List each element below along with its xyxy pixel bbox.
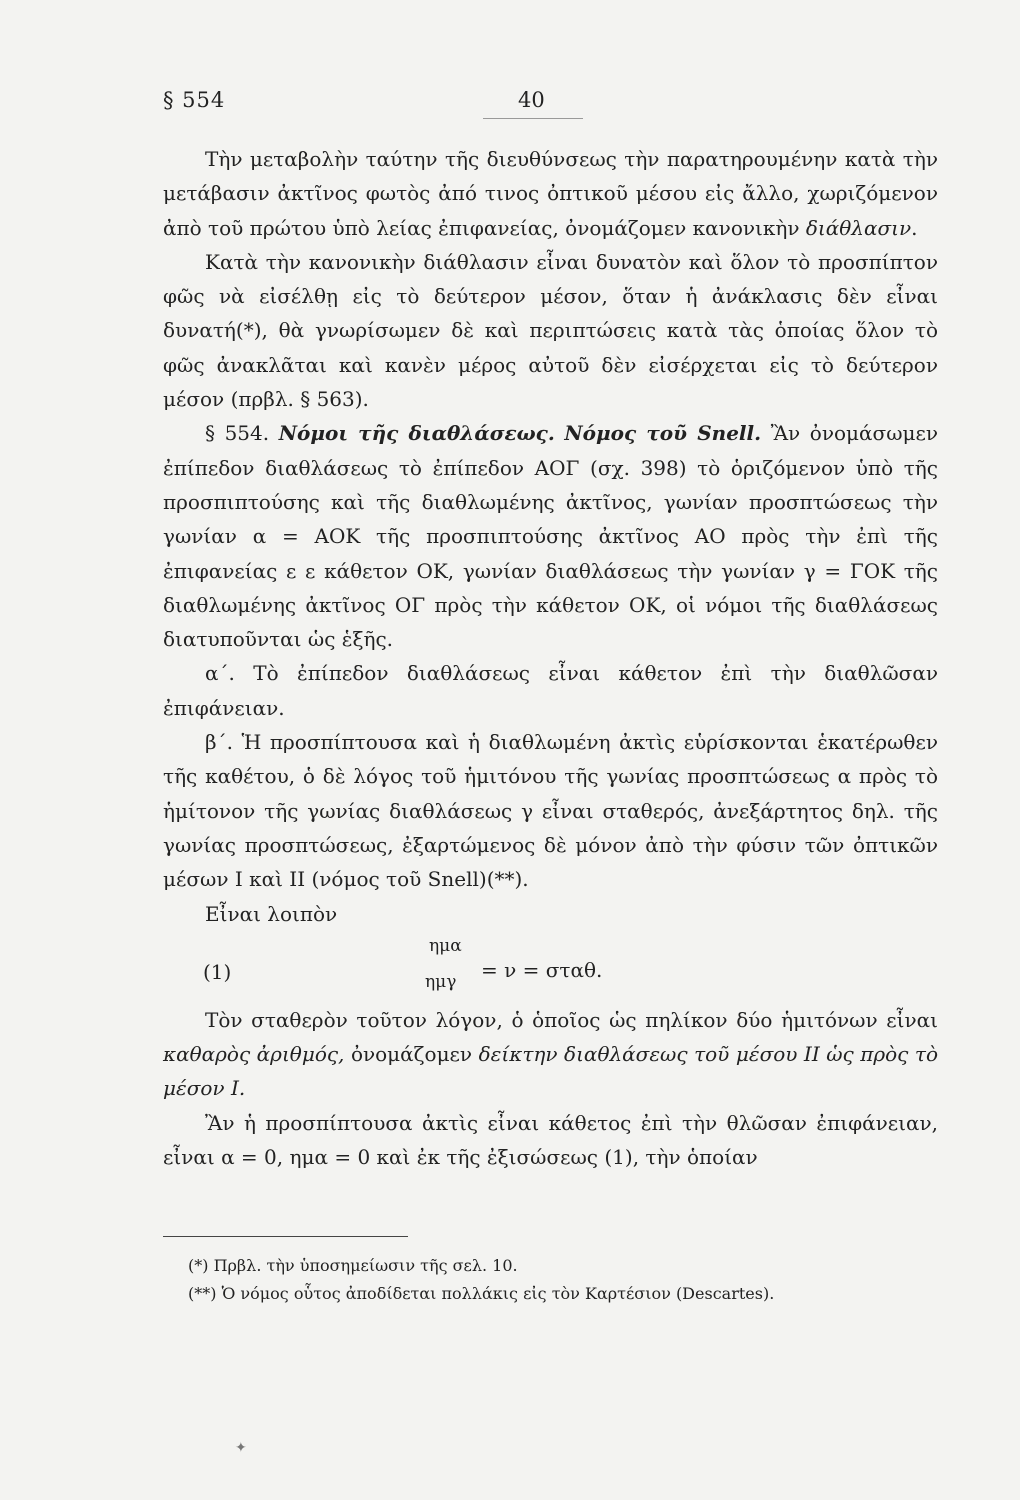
paragraph-normal-incidence: Ἂν ἡ προσπίπτουσα ἀκτὶς εἶναι κάθετος ἐπὶ τὴν θλῶσαν ἐπιφάνειαν, εἶναι α = 0, ημα = 0 καὶ ἐκ τῆς ἐξισώσεως (1), τὴν ὁποίαν bbox=[163, 1110, 938, 1170]
paragraph-laws-of-refraction bbox=[163, 416, 938, 656]
paragraph-text: Τὸν σταθερὸν τοῦτον λόγον, ὁ ὁποῖος ὡς πηλίκον δύο ἡμιτόνων εἶναι bbox=[205, 1007, 938, 1032]
section-number: § 554. bbox=[205, 421, 270, 446]
italic-term: καθαρὸς ἀριθμός, bbox=[163, 1042, 345, 1067]
section-title: Νόμοι τῆς διαθλάσεως. bbox=[278, 421, 555, 446]
section-subtitle: Νόμος τοῦ Snell. bbox=[564, 421, 762, 446]
equation-fraction bbox=[425, 935, 462, 993]
equation-label: (1) bbox=[203, 959, 232, 984]
footnote-rule bbox=[163, 1236, 408, 1237]
page-header bbox=[163, 88, 933, 128]
body-text bbox=[163, 142, 938, 1174]
paragraph-refraction-definition bbox=[163, 142, 938, 245]
equation-numerator: ημα bbox=[429, 935, 462, 956]
paragraph-text: . bbox=[911, 215, 918, 240]
paragraph-total-refraction: Κατὰ τὴν κανονικὴν διάθλασιν εἶναι δυνατὸν καὶ ὅλον τὸ προσπίπτον φῶς νὰ εἰσέλθῃ εἰς τὸ δεύτερον μέσον, ὅταν ἡ ἀνάκλασις δὲν εἶναι δυνατή(*), θὰ γνωρίσωμεν δὲ καὶ περιπτώσεις κατὰ τὰς ὁποίας ὅλον τὸ φῶς ἀνακλᾶται καὶ κανὲν μέρος αὐτοῦ δὲν εἰσέρχεται εἰς τὸ δεύτερον μέσον (πρβλ. § 563). bbox=[163, 249, 938, 412]
equation-rhs: = ν = σταθ. bbox=[481, 957, 603, 982]
paragraph-text: ὀνομάζομεν bbox=[350, 1042, 473, 1067]
ornament-icon: ✦ bbox=[235, 1440, 247, 1456]
paragraph-text: Τὴν μεταβολὴν ταύτην τῆς διευθύνσεως τὴν παρατηρουμένην κατὰ τὴν μετάβασιν ἀκτῖνος φωτὸς ἀπό τινος ὀπτικοῦ μέσου εἰς ἄλλο, χωριζόμενον ἀπὸ τοῦ πρώτου ὑπὸ λείας ἐπιφανείας, ὀνομάζομεν κανονικὴν bbox=[163, 147, 938, 240]
italic-term: διάθλασιν bbox=[805, 215, 912, 240]
paragraph-refractive-index bbox=[163, 1003, 938, 1106]
paragraph-law-b: β΄. Ἡ προσπίπτουσα καὶ ἡ διαθλωμένη ἀκτὶς εὑρίσκονται ἑκατέρωθεν τῆς καθέτου, ὁ δὲ λόγος τοῦ ἡμιτόνου τῆς γωνίας προσπτώσεως α πρὸς τὸ ἡμίτονον τῆς γωνίας διαθλάσεως γ εἶναι σταθερός, ἀνεξάρτητος δηλ. τῆς γωνίας προσπτώσεως, ἐξαρτώμενος δὲ μόνον ἀπὸ τὴν φύσιν τῶν ὀπτικῶν μέσων I καὶ II (νόμος τοῦ Snell)(**). bbox=[163, 730, 938, 892]
footnotes bbox=[188, 1252, 948, 1308]
paragraph-text: Ἂν ὀνομάσωμεν ἐπίπεδον διαθλάσεως τὸ ἐπίπεδον ΑΟΓ (σχ. 398) τὸ ὁριζόμενον ὑπὸ τῆς προσπιπτούσης καὶ τῆς διαθλωμένης ἀκτῖνος, γωνίαν προσπτώσεως τὴν γωνίαν α = ΑΟΚ τῆς προσπιπτούσης ἀκτῖνος ΑΟ πρὸς τὴν ἐπὶ τῆς ἐπιφανείας ε ε κάθετον ΟΚ, γωνίαν διαθλάσεως τὴν γωνίαν γ = ΓΟΚ τῆς διαθλωμένης ἀκτῖνος ΟΓ πρὸς τὴν κάθετον ΟΚ, οἱ νόμοι τῆς διαθλάσεως διατυποῦνται ὡς ἑξῆς. bbox=[163, 421, 939, 652]
paragraph-therefore: Εἶναι λοιπὸν bbox=[205, 901, 338, 926]
header-rule bbox=[483, 118, 583, 119]
footnote-1: (*) Πρβλ. τὴν ὑποσημείωσιν τῆς σελ. 10. bbox=[188, 1256, 518, 1275]
page-number: 40 bbox=[518, 88, 545, 112]
equation-denominator: ημγ bbox=[425, 971, 457, 992]
italic-term: δείκτην διαθλάσεως τοῦ μέσου II ὡς πρὸς τὸ μέσον I. bbox=[163, 1042, 938, 1101]
section-reference: § 554 bbox=[163, 88, 226, 112]
equation-snell bbox=[163, 935, 938, 997]
footnote-2: (**) Ὁ νόμος οὗτος ἀποδίδεται πολλάκις εἰς τὸν Καρτέσιον (Descartes). bbox=[188, 1284, 775, 1303]
paragraph-law-a: α΄. Τὸ ἐπίπεδον διαθλάσεως εἶναι κάθετον ἐπὶ τὴν διαθλῶσαν ἐπιφάνειαν. bbox=[163, 661, 938, 720]
